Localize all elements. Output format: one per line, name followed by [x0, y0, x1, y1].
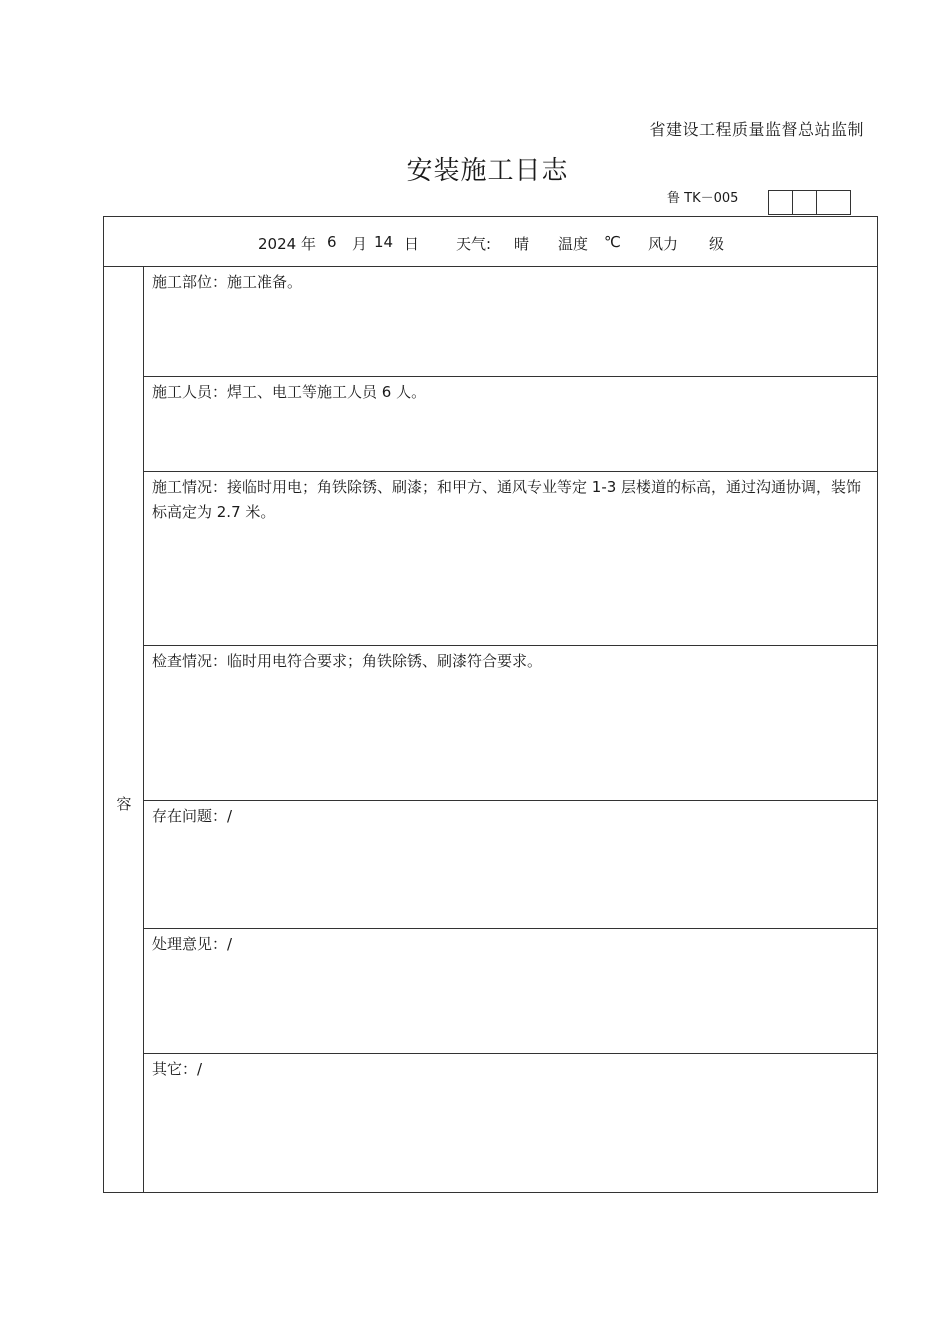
weather-value: 晴: [514, 235, 530, 253]
day-value: 14: [374, 233, 394, 251]
wind-label: 风力: [648, 235, 679, 253]
code-box: [816, 190, 851, 215]
form-code: 鲁 TK－005: [667, 191, 739, 206]
section-construction-location: 施工部位：施工准备。: [144, 267, 877, 377]
issuer-text: 省建设工程质量监督总站监制: [649, 120, 864, 139]
section-inspection-situation: 检查情况：临时用电符合要求；角铁除锈、刷漆符合要求。: [144, 646, 877, 801]
section-construction-personnel: 施工人员：焊工、电工等施工人员 6 人。: [144, 377, 877, 472]
month-label: 月: [352, 235, 368, 253]
section-existing-problems: 存在问题：/: [144, 801, 877, 929]
code-box: [768, 190, 792, 215]
day-label: 日: [404, 235, 420, 253]
content-side-column: [104, 267, 144, 1192]
month-value: 6: [327, 233, 337, 251]
temperature-label: 温度: [558, 235, 589, 253]
code-boxes: [768, 190, 851, 215]
section-handling-opinions: 处理意见：/: [144, 929, 877, 1054]
section-other: 其它：/: [152, 1060, 203, 1078]
code-box: [792, 190, 816, 215]
temperature-unit: ℃: [604, 233, 621, 251]
weather-label: 天气:: [456, 235, 492, 253]
side-label: 容: [116, 795, 132, 813]
year-text: 2024 年: [258, 235, 316, 253]
wind-unit: 级: [709, 235, 725, 253]
date-weather-row: [104, 217, 877, 267]
log-sheet: [103, 216, 878, 1193]
section-construction-situation: 施工情况：接临时用电；角铁除锈、刷漆；和甲方、通风专业等定 1-3 层楼道的标高，通过沟通协调，装饰标高定为 2.7 米。: [144, 472, 877, 646]
page-title: 安装施工日志: [406, 156, 569, 186]
